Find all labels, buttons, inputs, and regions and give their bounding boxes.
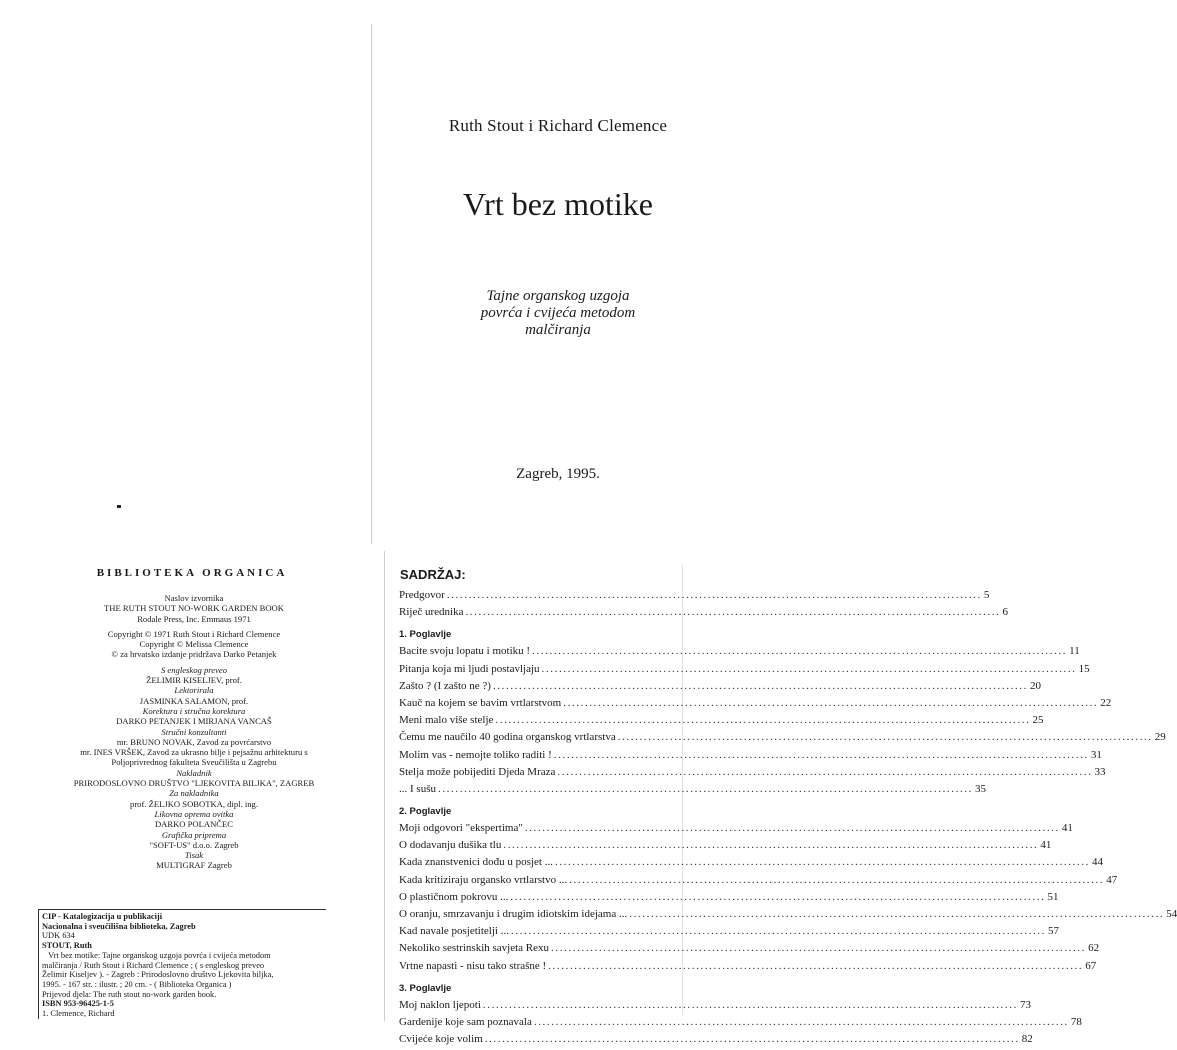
toc-entry[interactable]: [399, 679, 1041, 697]
credit-name: MULTIGRAF Zagreb: [156, 860, 232, 871]
toc-entry-title: Zašto ? (I zašto ne ?): [399, 679, 491, 692]
cip-line: malčiranja / Ruth Stout i Richard Clemence ; ( s engleskog preveo: [42, 960, 265, 970]
credit-name: PRIRODOSLOVNO DRUŠTVO "LJEKOVITA BILJKA", ZAGREB: [73, 778, 315, 789]
toc-leader: [553, 856, 1092, 868]
toc-leader: [523, 822, 1062, 834]
toc-entry-page: 31: [1090, 748, 1102, 761]
toc-entry[interactable]: [399, 748, 1102, 766]
toc-entry-page: 47: [1106, 873, 1118, 886]
cip-line: Prijevod djela: The ruth stout no-work garden book.: [42, 989, 217, 999]
toc-entry[interactable]: [399, 890, 1059, 908]
toc-leader: [627, 908, 1166, 920]
original-title-label: Naslov izvornika: [164, 593, 224, 603]
toc-entry[interactable]: [399, 714, 1044, 731]
chapter-heading: 1. Poglavlje: [399, 629, 452, 641]
toc-entry[interactable]: [399, 908, 1177, 925]
toc-entry-title: Molim vas - nemojte toliko raditi !: [399, 748, 552, 761]
toc-entry-title: Pitanja koja mi ljudi postavljaju: [399, 662, 540, 675]
toc-entry-title: O oranju, smrzavanju i drugim idiotskim idejama ...: [399, 908, 628, 920]
toc-leader: [491, 680, 1030, 692]
toc-entry[interactable]: [399, 606, 1009, 623]
cip-line: CIP - Katalogizacija u publikaciji: [42, 912, 163, 921]
cip-line: 1. Clemence, Richard: [42, 1009, 115, 1019]
toc-leader: [552, 749, 1091, 761]
credit-name: DARKO POLANČEC: [154, 819, 234, 830]
toc-leader: [616, 731, 1155, 743]
toc-leader: [532, 1016, 1071, 1028]
copyright-line: Copyright © 1971 Ruth Stout i Richard Clemence: [107, 628, 281, 639]
cip-line: STOUT, Ruth: [42, 941, 92, 951]
toc-entry[interactable]: [399, 662, 1090, 680]
toc-entry-page: 5: [983, 589, 990, 601]
toc-entry-title: Kauč na kojem se bavim vrtlarstvom: [399, 696, 562, 709]
cip-line: ISBN 953-96425-1-5: [42, 999, 114, 1009]
toc-entry-page: 29: [1154, 731, 1166, 744]
cip-line: Želimir Kiseljev ). - Zagreb : Prirodoslovno društvo Ljekovita biljka,: [42, 970, 274, 980]
toc-entry-page: 20: [1030, 679, 1041, 692]
toc-leader: [549, 942, 1088, 954]
toc-leader: [509, 925, 1048, 937]
page-fold-line: [384, 551, 385, 1021]
toc-leader: [463, 606, 1002, 618]
toc-entry-page: 11: [1069, 645, 1080, 658]
toc-leader: [561, 697, 1100, 709]
book-subtitle: [372, 288, 744, 339]
credit-name: "SOFT-US" d.o.o. Zagreb: [149, 839, 239, 850]
toc-entry-page: 15: [1078, 662, 1090, 675]
toc-entry-title: Predgovor: [399, 589, 445, 601]
imprint-page: [0, 545, 384, 1024]
toc-entry-page: 6: [1002, 606, 1009, 619]
toc-entry-title: Čemu me naučilo 40 godina organskog vrtlarstva: [399, 731, 616, 744]
credit-name: mr. BRUNO NOVAK, Zavod za povrćarstvo: [116, 736, 272, 747]
toc-leader: [445, 589, 984, 601]
toc-entry-title: Nekoliko sestrinskih savjeta Rexu: [399, 942, 550, 955]
cip-line: UDK 634: [42, 931, 75, 941]
table-of-contents: [399, 589, 1177, 1050]
original-title: THE RUTH STOUT NO-WORK GARDEN BOOK: [104, 603, 284, 614]
toc-entry[interactable]: [399, 942, 1100, 959]
toc-entry-page: 82: [1021, 1033, 1033, 1046]
original-publisher: Rodale Press, Inc. Emmaus 1971: [137, 613, 251, 624]
credit-name: prof. ŽELJKO SOBOTKA, dipl. ing.: [130, 798, 258, 809]
copyright-line: Copyright © Melissa Clemence: [139, 639, 249, 650]
subtitle-line: povrća i cvijeća metodom: [480, 305, 636, 321]
book-authors: Ruth Stout i Richard Clemence: [448, 116, 668, 135]
toc-entry-page: 25: [1032, 714, 1044, 727]
credit-role: Korektura i stručna korektura: [142, 705, 246, 716]
toc-entry-page: 35: [975, 782, 987, 795]
credit-extra: Poljoprivrednog fakulteta Sveučilišta u Zagrebu: [111, 757, 277, 768]
toc-entry[interactable]: [399, 696, 1112, 714]
toc-entry-title: O plastičnom pokrovu ...: [399, 890, 509, 903]
toc-leader: [483, 1033, 1022, 1045]
toc-leader: [555, 766, 1094, 778]
cip-record: [38, 909, 326, 1019]
credit-role: S engleskog preveo: [160, 664, 228, 675]
toc-entry-title: Kad navale posjetitelji ...: [399, 925, 509, 938]
toc-leader: [546, 960, 1085, 972]
cip-line: Nacionalna i sveučilišna biblioteka, Zagreb: [42, 921, 196, 931]
toc-entry[interactable]: [399, 1033, 1033, 1050]
subtitle-line: Tajne organskog uzgoja: [486, 288, 630, 304]
toc-entry-title: Meni malo više stelje: [399, 714, 494, 727]
toc-entry-title: Riječ urednika: [399, 606, 464, 619]
credit-role: Stručni konzultanti: [161, 726, 227, 737]
toc-entry[interactable]: [399, 731, 1166, 748]
series-name: BIBLIOTEKA ORGANICA: [96, 567, 288, 579]
toc-entry[interactable]: [399, 782, 987, 800]
toc-entry-page: 33: [1094, 765, 1106, 778]
toc-leader: [508, 891, 1047, 903]
toc-entry-page: 67: [1085, 959, 1097, 972]
cip-line: 1995. - 167 str. : ilustr. ; 20 cm. - ( Biblioteka Organica ): [42, 979, 232, 989]
credit-role: Tisak: [184, 850, 204, 861]
title-page: [0, 0, 768, 545]
toc-leader: [530, 645, 1069, 657]
toc-leader: [481, 999, 1020, 1011]
toc-entry-page: 41: [1061, 822, 1073, 835]
toc-entry-page: 51: [1047, 890, 1059, 903]
credit-role: Nakladnik: [176, 767, 212, 778]
toc-entry-title: Kada znanstvenici dođu u posjet ...: [399, 856, 553, 869]
toc-entry-title: Kada kritiziraju organsko vrtlarstvo ...: [399, 873, 568, 886]
toc-entry[interactable]: [399, 645, 1080, 662]
toc-entry-title: Moji odgovori "ekspertima": [399, 822, 523, 835]
toc-entry[interactable]: [399, 765, 1106, 783]
toc-entry-title: O dodavanju dušika tlu: [399, 839, 502, 852]
toc-entry-title: ... I sušu: [399, 782, 436, 795]
contents-heading: SADRŽAJ:: [400, 567, 466, 582]
credit-name: DARKO PETANJEK I MIRJANA VANCAŠ: [116, 716, 272, 727]
chapter-heading: 2. Poglavlje: [399, 806, 452, 818]
imprint-credits: [24, 593, 364, 871]
scan-speck: [117, 505, 121, 508]
toc-entry-page: 54: [1166, 908, 1177, 920]
credit-name: JASMINKA SALAMON, prof.: [139, 695, 249, 706]
chapter-heading: 3. Poglavlje: [399, 982, 452, 994]
toc-leader: [567, 874, 1106, 886]
credit-name: ŽELIMIR KISELJEV, prof.: [146, 675, 242, 686]
toc-entry-page: 73: [1019, 998, 1031, 1011]
credit-role: Za nakladnika: [169, 788, 219, 799]
toc-leader: [493, 714, 1032, 726]
toc-entry[interactable]: [399, 822, 1073, 839]
toc-entry[interactable]: [399, 856, 1104, 873]
toc-entry[interactable]: [399, 925, 1060, 942]
toc-entry-page: 22: [1100, 696, 1112, 709]
contents-page: [384, 545, 1177, 1046]
book-title: Vrt bez motike: [462, 186, 653, 222]
toc-entry[interactable]: [399, 589, 990, 606]
toc-entry-title: Vrtne napasti - nisu tako strašne !: [399, 959, 547, 972]
toc-entry[interactable]: [399, 873, 1118, 891]
toc-entry-page: 41: [1040, 839, 1052, 852]
toc-entry-page: 44: [1092, 856, 1104, 869]
cip-line: Vrt bez motike: Tajne organskog uzgoja povrća i cvijeća metodom: [42, 950, 271, 960]
toc-entry-title: Gardenije koje sam poznavala: [399, 1015, 532, 1028]
credit-role: Grafička priprema: [161, 829, 227, 840]
publication-place-year: Zagreb, 1995.: [516, 466, 600, 482]
subtitle-line: malčiranja: [525, 322, 591, 338]
toc-entry[interactable]: [399, 1015, 1082, 1033]
credit-role: Likovna oprema ovitka: [154, 808, 234, 819]
toc-entry-title: Moj naklon ljepoti: [399, 998, 481, 1011]
credit-extra: mr. INES VRŠEK, Zavod za ukrasno bilje i pejsažnu arhitekturu s: [80, 747, 308, 758]
toc-entry-page: 62: [1088, 942, 1100, 955]
toc-entry-page: 57: [1048, 925, 1060, 938]
toc-leader: [540, 663, 1079, 675]
toc-entry[interactable]: [399, 959, 1097, 977]
credit-role: Lektorirala: [174, 685, 214, 696]
toc-entry[interactable]: [399, 998, 1031, 1016]
toc-leader: [436, 783, 975, 795]
toc-entry-page: 78: [1070, 1015, 1082, 1028]
toc-entry-title: Stelja može pobijediti Djeda Mraza: [399, 765, 556, 778]
toc-entry-title: Bacite svoju lopatu i motiku !: [399, 645, 531, 658]
toc-entry[interactable]: [399, 839, 1052, 856]
copyright-line: © za hrvatsko izdanje pridržava Darko Petanjek: [111, 649, 277, 660]
toc-leader: [501, 839, 1040, 851]
toc-entry-title: Cvijeće koje volim: [399, 1033, 483, 1046]
